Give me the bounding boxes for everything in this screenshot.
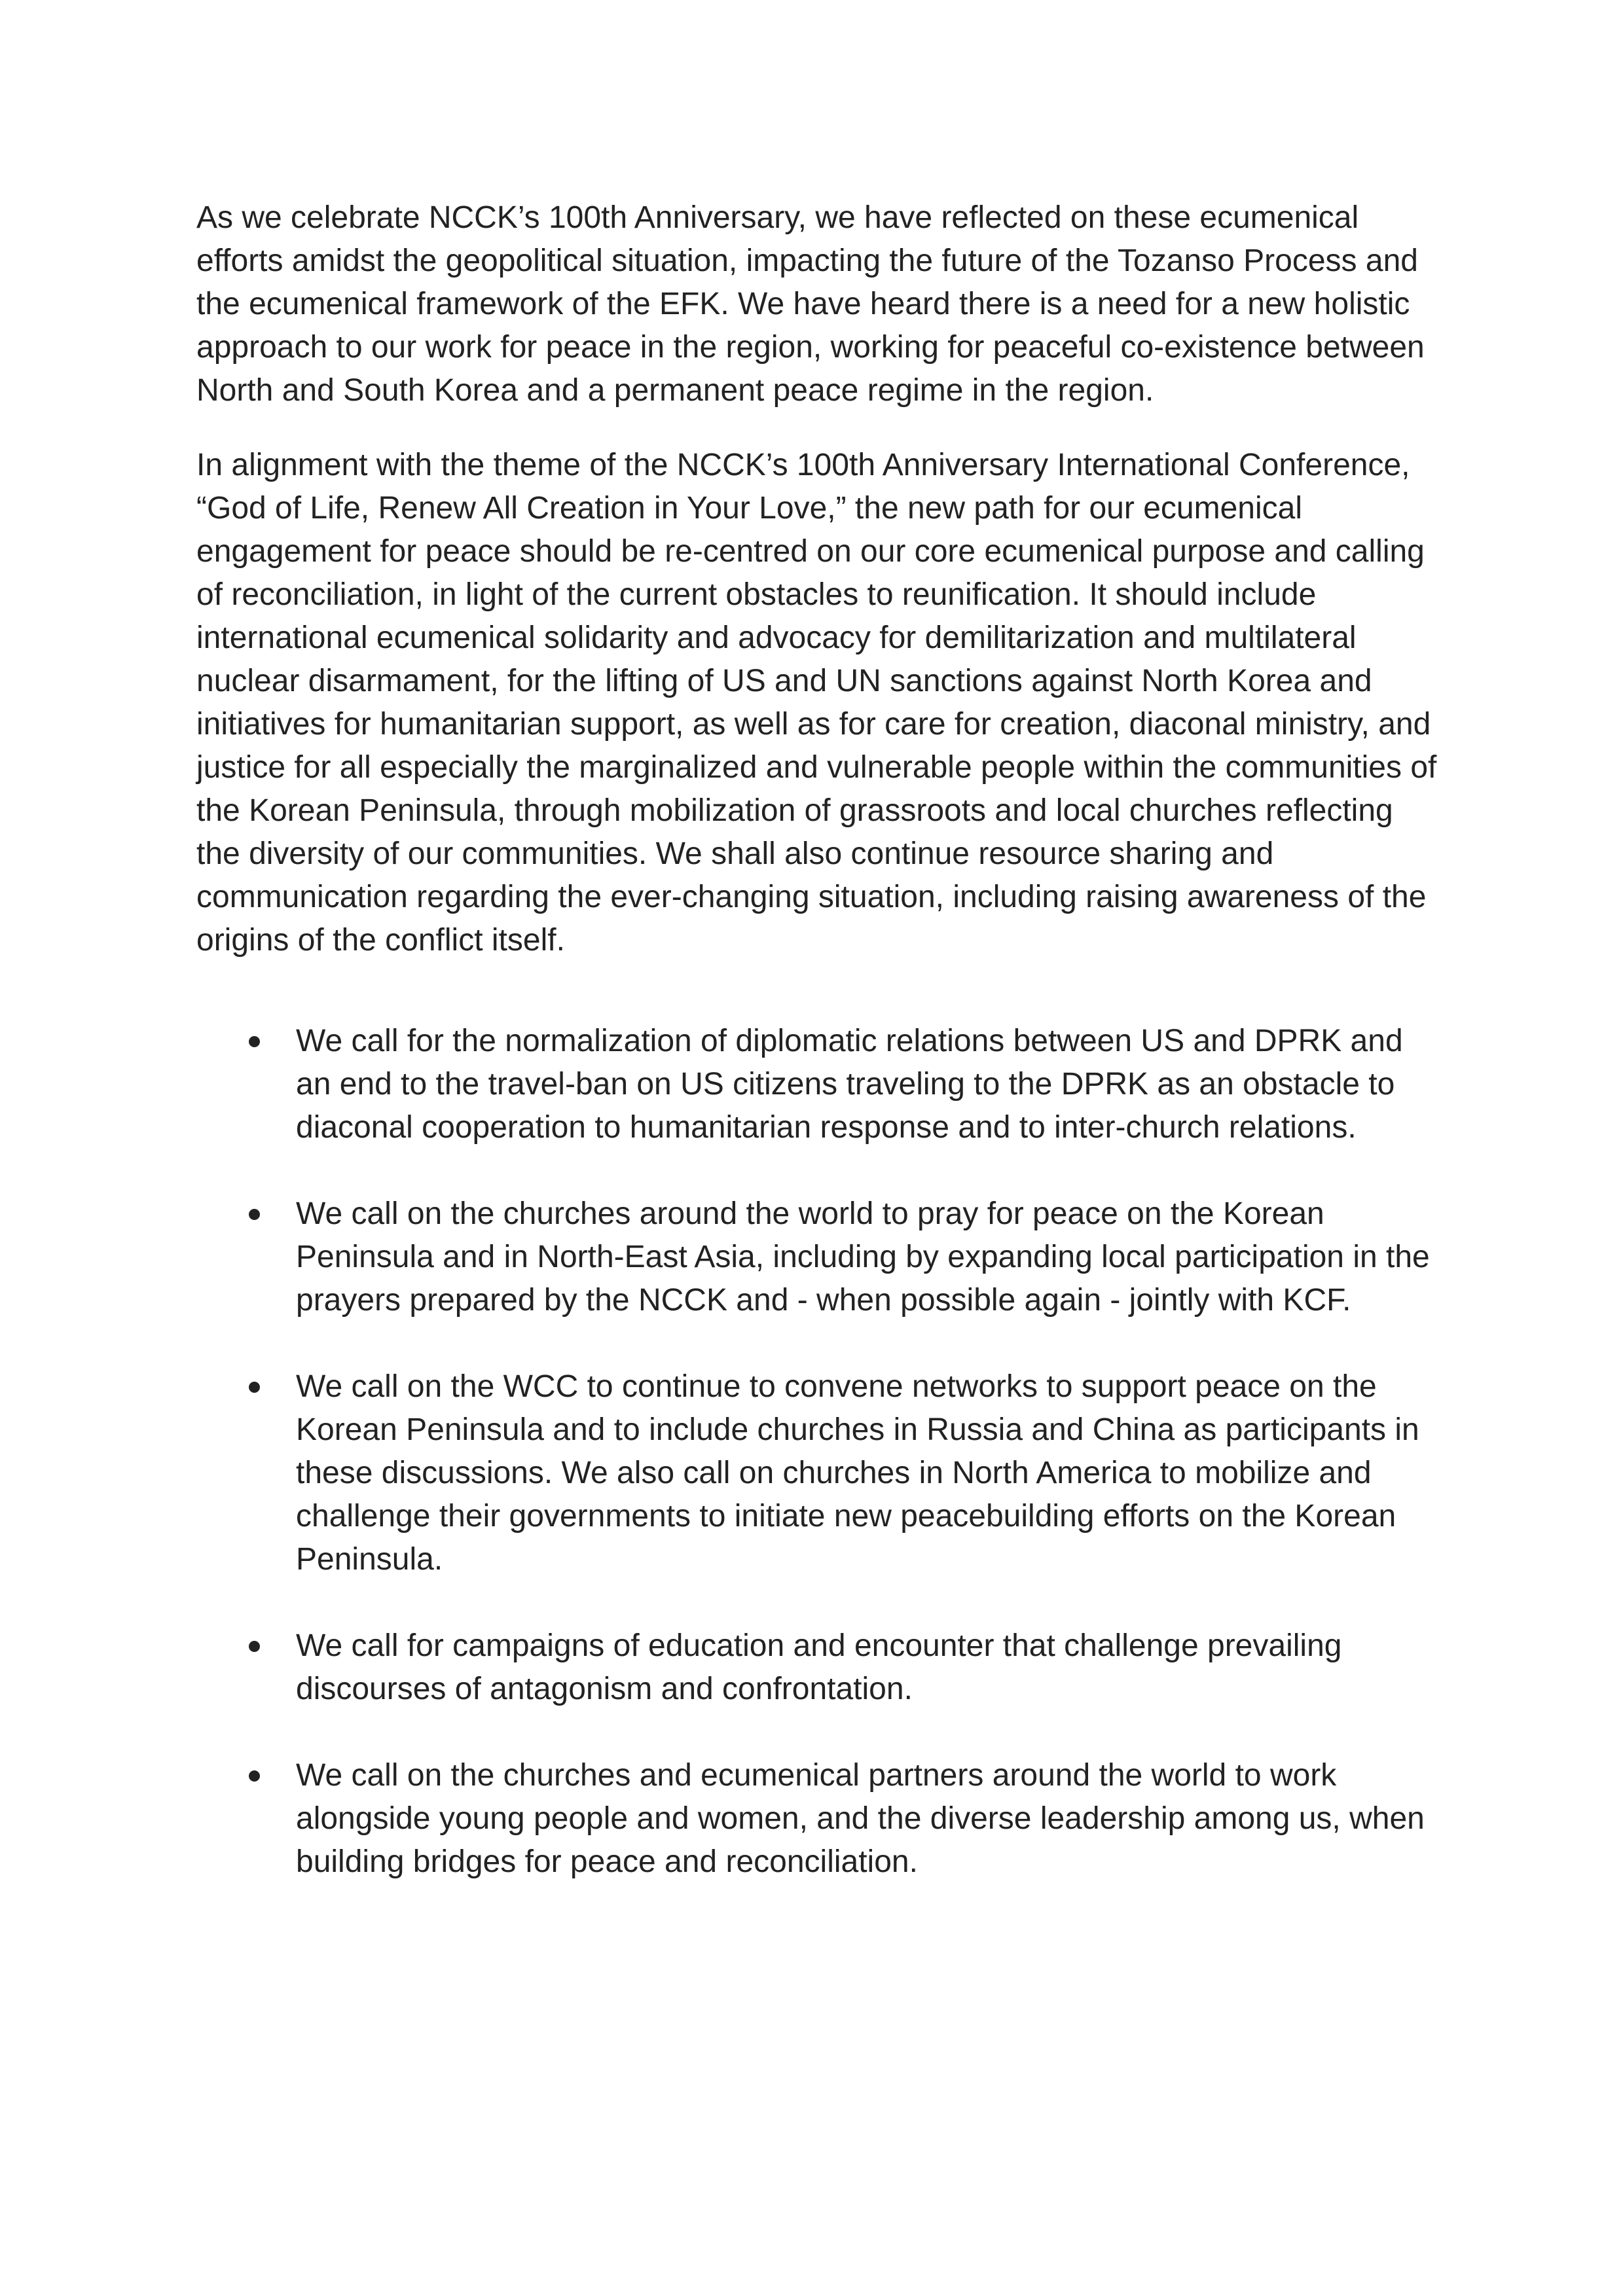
list-item-text: We call on the churches around the world to pray for peace on the Korean Peninsula and in North-East Asia, including by expanding local participation in the prayers prepared by the NCCK and - when possible again - jointly with KCF.	[296, 1196, 1430, 1318]
bullet-icon	[249, 1382, 260, 1393]
list-item	[196, 1020, 1440, 1149]
bullet-icon	[249, 1036, 260, 1047]
bullet-icon	[249, 1770, 260, 1782]
list-item-text: We call on the churches and ecumenical partners around the world to work alongside young people and women, and the diverse leadership among us, when building bridges for peace and reconciliation.	[296, 1758, 1425, 1879]
bullet-icon	[249, 1641, 260, 1652]
list-item	[196, 1193, 1440, 1322]
list-item	[196, 1624, 1440, 1711]
bullet-icon	[249, 1209, 260, 1220]
list-item	[196, 1365, 1440, 1581]
paragraph-anniversary-reflection: As we celebrate NCCK’s 100th Anniversary, we have reflected on these ecumenical efforts amidst the geopolitical situation, impacting the future of the Tozanso Process and the ecumenical framework of the EFK. We have heard there is a need for a new holistic approach to our work for peace in the region, working for peaceful co-existence between North and South Korea and a permanent peace regime in the region.	[196, 200, 1425, 408]
call-list	[196, 1020, 1440, 1884]
paragraph-new-path-for-peace: In alignment with the theme of the NCCK’s 100th Anniversary International Conference, “God of Life, Renew All Creation in Your Love,” the new path for our ecumenical engagement for peace should be re-centred on our core ecumenical purpose and calling of reconciliation, in light of the current obstacles to reunification. It should include international ecumenical solidarity and advocacy for demilitarization and multilateral nuclear disarmament, for the lifting of US and UN sanctions against North Korea and initiatives for humanitarian support, as well as for care for creation, diaconal ministry, and justice for all especially the marginalized and vulnerable people within the communities of the Korean Peninsula, through mobilization of grassroots and local churches reflecting the diversity of our communities. We shall also continue resource sharing and communication regarding the ever-changing situation, including raising awareness of the origins of the conflict itself.	[196, 448, 1437, 958]
list-item-text: We call for campaigns of education and encounter that challenge prevailing discourses of antagonism and confrontation.	[296, 1628, 1342, 1706]
list-item-text: We call for the normalization of diplomatic relations between US and DPRK and an end to the travel-ban on US citizens traveling to the DPRK as an obstacle to diaconal cooperation to humanitarian response and to inter-church relations.	[296, 1024, 1403, 1145]
list-item-text: We call on the WCC to continue to convene networks to support peace on the Korean Peninsula and to include churches in Russia and China as participants in these discussions. We also call on churches in North America to mobilize and challenge their governments to initiate new peacebuilding efforts on the Korean Peninsula.	[296, 1369, 1419, 1577]
document-body	[196, 196, 1440, 1927]
list-item	[196, 1754, 1440, 1884]
